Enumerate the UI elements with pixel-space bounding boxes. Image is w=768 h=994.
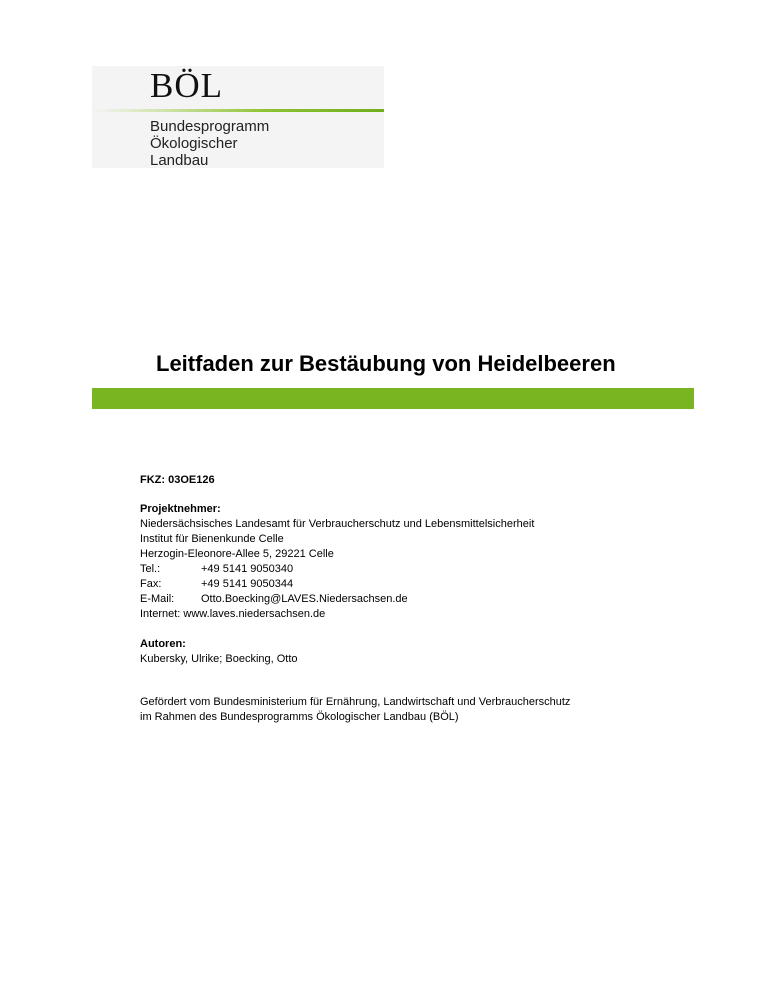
authors-heading: Autoren: xyxy=(140,638,186,650)
fkz-label: FKZ: 03OE126 xyxy=(140,474,215,486)
contractor-name: Niedersächsisches Landesamt für Verbraucherschutz und Lebensmittelsicherheit xyxy=(140,518,535,530)
contact-key: Internet: xyxy=(140,608,181,620)
title-accent-bar xyxy=(92,388,694,409)
logo-subtitle-line: Landbau xyxy=(150,152,209,169)
contact-fax xyxy=(140,577,293,592)
contact-key: Tel.: xyxy=(140,563,161,575)
contact-key: E-Mail: xyxy=(140,593,175,605)
contact-value: +49 5141 9050344 xyxy=(201,578,294,590)
logo-divider xyxy=(92,109,384,112)
contact-value: Otto.Boecking@LAVES.Niedersachsen.de xyxy=(201,593,408,605)
logo-subtitle-line: Bundesprogramm xyxy=(150,118,270,135)
logo-subtitle xyxy=(150,118,269,169)
contractor-heading: Projektnehmer: xyxy=(140,503,221,515)
contractor-address: Herzogin-Eleonore-Allee 5, 29221 Celle xyxy=(140,548,334,560)
contractor-institute: Institut für Bienenkunde Celle xyxy=(140,533,284,545)
contact-key: Fax: xyxy=(140,578,162,590)
contact-value: www.laves.niedersachsen.de xyxy=(183,608,326,620)
contact-value: +49 5141 9050340 xyxy=(201,563,294,575)
authors-list: Kubersky, Ulrike; Boecking, Otto xyxy=(140,653,298,665)
contact-internet xyxy=(140,607,325,622)
logo-subtitle-line: Ökologischer xyxy=(150,135,238,152)
contact-email xyxy=(140,592,408,607)
document-title: Leitfaden zur Bestäubung von Heidelbeeren xyxy=(156,351,616,376)
funding-line-1: Gefördert vom Bundesministerium für Ernährung, Landwirtschaft und Verbraucherschutz xyxy=(140,696,571,708)
contact-phone xyxy=(140,562,293,577)
funding-line-2: im Rahmen des Bundesprogramms Ökologischer Landbau (BÖL) xyxy=(140,711,459,723)
logo-title: BÖL xyxy=(150,66,223,105)
